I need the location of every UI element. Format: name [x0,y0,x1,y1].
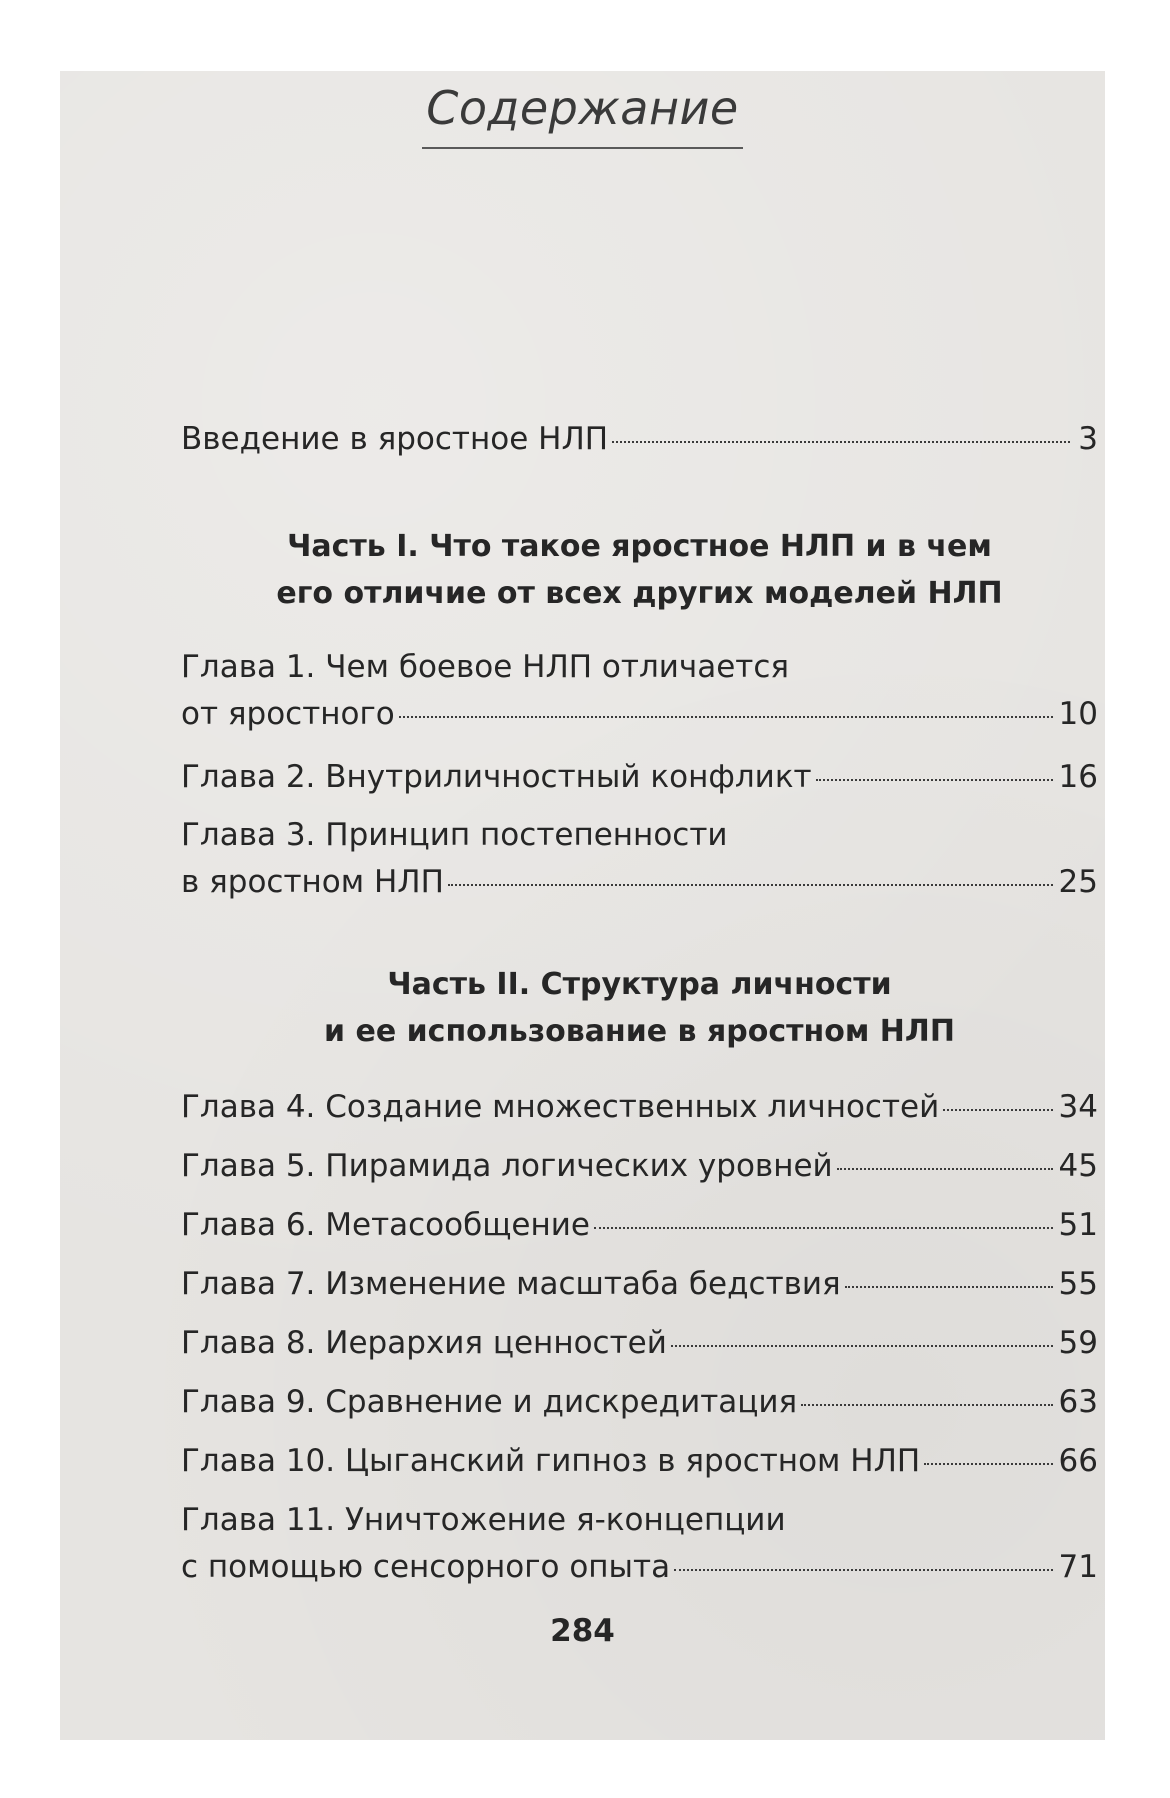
toc-entry-page: 59 [1058,1325,1098,1361]
page-number: 284 [550,1613,615,1649]
part-heading-line: Часть I. Что такое яростное НЛП и в чем [287,529,992,564]
toc-entry-chapter-1[interactable] [181,644,1098,738]
dot-leader [943,1109,1052,1111]
toc-entry-chapter-7[interactable] [181,1261,1098,1308]
toc-entry-chapter-5[interactable] [181,1143,1098,1190]
dot-leader [612,441,1070,443]
dot-leader [924,1463,1052,1465]
toc-entry-title: Глава 11. Уничтожение я-концепции [181,1502,786,1538]
dot-leader [845,1286,1053,1288]
toc-entry-page: 3 [1078,421,1098,457]
toc-entry-title: Глава 3. Принцип постепенности [181,817,728,853]
toc-entry-title-continued: от яростного [181,696,395,732]
toc-entry-chapter-2[interactable] [181,754,1098,801]
toc-entry-page: 55 [1058,1266,1098,1302]
dot-leader [594,1227,1053,1229]
toc-entry-title: Глава 1. Чем боевое НЛП отличается [181,649,790,685]
toc-entry-title: Глава 6. Метасообщение [181,1207,590,1243]
part-heading-2 [181,961,1098,1055]
toc-entry-title: Глава 2. Внутриличностный конфликт [181,759,812,795]
book-page [60,71,1105,1740]
toc-entry-title: Глава 7. Изменение масштаба бедствия [181,1266,841,1302]
toc-entry-title-continued: в яростном НЛП [181,864,444,900]
dot-leader [399,716,1053,718]
toc-entry-title: Глава 4. Создание множественных личностей [181,1089,940,1125]
toc-entry-title: Глава 8. Иерархия ценностей [181,1325,667,1361]
dot-leader [674,1569,1052,1571]
part-heading-line: и ее использование в яростном НЛП [324,1014,955,1049]
toc-entry-title: Глава 10. Цыганский гипноз в яростном НЛП [181,1443,921,1479]
toc-entry-intro[interactable] [181,416,1098,463]
page-header [60,81,1105,149]
toc-entry-title-continued: с помощью сенсорного опыта [181,1549,671,1585]
dot-leader [448,884,1053,886]
toc-entry-chapter-3[interactable] [181,812,1098,906]
dot-leader [801,1404,1052,1406]
toc-entry-title: Глава 5. Пирамида логических уровней [181,1148,833,1184]
toc-entry-chapter-10[interactable] [181,1438,1098,1485]
toc-entry-chapter-9[interactable] [181,1379,1098,1426]
toc-entry-chapter-4[interactable] [181,1084,1098,1131]
toc-entry-page: 25 [1058,864,1098,900]
toc-entry-page: 71 [1058,1549,1098,1585]
toc-entry-page: 51 [1058,1207,1098,1243]
part-heading-line: Часть II. Структура личности [387,967,892,1002]
toc-entry-page: 45 [1058,1148,1098,1184]
dot-leader [816,779,1053,781]
part-heading-line: его отличие от всех других моделей НЛП [276,576,1003,611]
toc-entry-page: 34 [1058,1089,1098,1125]
toc-entry-chapter-8[interactable] [181,1320,1098,1367]
toc-entry-title: Глава 9. Сравнение и дискредитация [181,1384,798,1420]
toc-entry-chapter-11[interactable] [181,1497,1098,1591]
toc-entry-page: 63 [1058,1384,1098,1420]
toc-entry-title: Введение в яростное НЛП [181,421,609,457]
toc-entry-page: 10 [1058,696,1098,732]
toc-entry-page: 66 [1058,1443,1098,1479]
toc-entry-chapter-6[interactable] [181,1202,1098,1249]
dot-leader [671,1345,1053,1347]
toc-entry-page: 16 [1058,759,1098,795]
dot-leader [837,1168,1053,1170]
page-title: Содержание [422,81,742,149]
part-heading-1 [181,523,1098,617]
